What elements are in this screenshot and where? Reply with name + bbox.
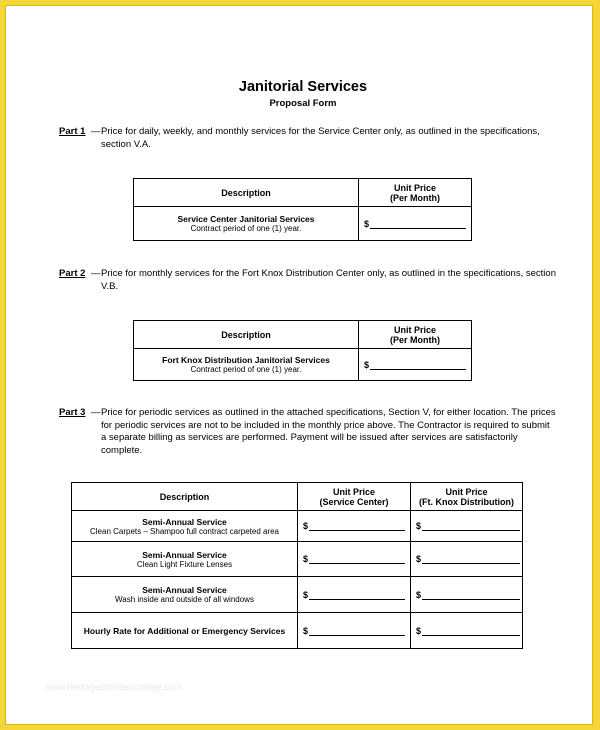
part-2-dash: — — [91, 268, 101, 279]
part-3-row-4-service-center-price[interactable]: $ — [298, 613, 411, 649]
part-3-row-2-ft-knox-price[interactable]: $ — [411, 542, 523, 577]
part-2-header-description: Description — [134, 321, 359, 349]
part-2-header-unit-price: Unit Price (Per Month) — [359, 321, 472, 349]
part-3-row-1-service-center-price[interactable]: $ — [298, 511, 411, 542]
table-row — [72, 511, 523, 542]
part-3-row-2-service-center-price[interactable]: $ — [298, 542, 411, 577]
part-3-header-service-center: Unit Price (Service Center) — [298, 483, 411, 511]
part-3-dash: — — [91, 407, 101, 418]
part-1-section — [59, 126, 559, 150]
part-1-label: Part 1 — [59, 126, 86, 137]
part-2-label: Part 2 — [59, 268, 86, 279]
part-1-header-unit-price: Unit Price (Per Month) — [359, 179, 472, 207]
part-3-row-4-ft-knox-price[interactable]: $ — [411, 613, 523, 649]
part-3-row-3-ft-knox-price[interactable]: $ — [411, 577, 523, 613]
table-row — [72, 613, 523, 649]
part-3-row-1-ft-knox-price[interactable]: $ — [411, 511, 523, 542]
part-3-row-3-description: Semi-Annual Service Wash inside and outside of all windows — [72, 577, 298, 613]
part-3-section — [59, 407, 559, 456]
part-2-text: Price for monthly services for the Fort Knox Distribution Center only, as outlined in the specifications, section V.B. — [101, 268, 556, 292]
table-row — [72, 542, 523, 577]
document-page — [5, 5, 593, 725]
watermark: www.heritagechristiancollege.com — [46, 682, 182, 692]
part-2-table — [133, 320, 472, 381]
document-subtitle: Proposal Form — [269, 98, 337, 109]
part-3-row-4-description: Hourly Rate for Additional or Emergency Services — [72, 613, 298, 649]
part-1-header-description: Description — [134, 179, 359, 207]
part-3-table — [71, 482, 523, 649]
part-2-section — [59, 268, 559, 292]
document-title: Janitorial Services — [238, 79, 368, 95]
part-3-label: Part 3 — [59, 407, 86, 418]
part-2-row-description: Fort Knox Distribution Janitorial Services Contract period of one (1) year. — [134, 349, 359, 381]
part-3-text: Price for periodic services as outlined in the attached specifications, Section V, for either location. The prices for periodic services are not to be included in the monthly price above. The Contractor is required to submit a separate billing as services are performed. Payment will be issued after services are satisfactorily complete. — [101, 407, 556, 456]
table-row — [72, 577, 523, 613]
part-3-row-3-service-center-price[interactable]: $ — [298, 577, 411, 613]
part-3-row-2-description: Semi-Annual Service Clean Light Fixture Lenses — [72, 542, 298, 577]
part-1-dash: — — [91, 126, 101, 137]
part-3-header-description: Description — [72, 483, 298, 511]
part-1-table — [133, 178, 472, 241]
part-2-price-field[interactable]: $ — [359, 349, 472, 381]
part-1-price-field[interactable]: $ — [359, 207, 472, 241]
part-1-text: Price for daily, weekly, and monthly services for the Service Center only, as outlined in the specifications, section V.A. — [101, 126, 540, 150]
part-3-header-ft-knox: Unit Price (Ft. Knox Distribution) — [411, 483, 523, 511]
part-3-row-1-description: Semi-Annual Service Clean Carpets – Shampoo full contract carpeted area — [72, 511, 298, 542]
part-1-row-description: Service Center Janitorial Services Contract period of one (1) year. — [134, 207, 359, 241]
